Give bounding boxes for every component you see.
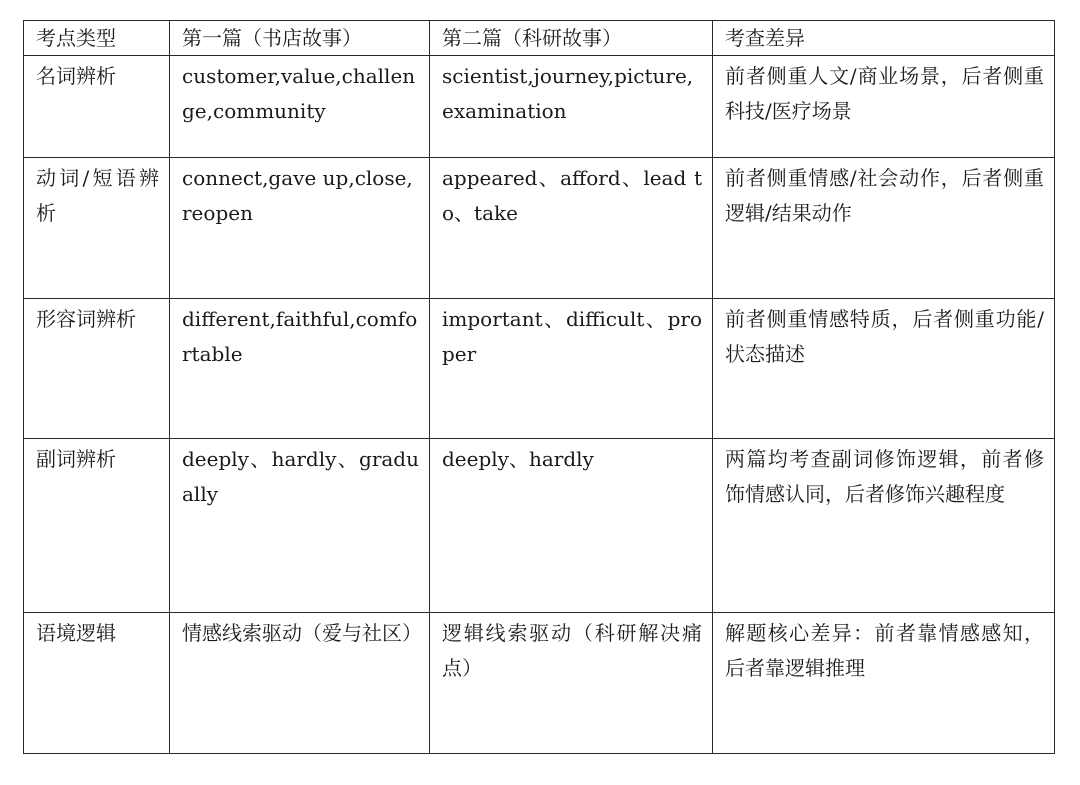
table-header-row: [24, 21, 1055, 56]
cell-passage-two: 逻辑线索驱动（科研解决痛点）: [430, 613, 713, 754]
cell-type: 动词/短语辨析: [24, 158, 170, 299]
header-passage-one: 第一篇（书店故事）: [170, 21, 430, 56]
cell-difference: 前者侧重情感特质，后者侧重功能/状态描述: [713, 299, 1055, 439]
header-difference: 考查差异: [713, 21, 1055, 56]
cell-difference: 解题核心差异：前者靠情感感知，后者靠逻辑推理: [713, 613, 1055, 754]
comparison-table-container: [23, 20, 1055, 754]
table-row: [24, 56, 1055, 158]
header-exam-point-type: 考点类型: [24, 21, 170, 56]
cell-passage-one: connect,gave up,close,reopen: [170, 158, 430, 299]
table-row: [24, 158, 1055, 299]
cell-passage-one: 情感线索驱动（爱与社区）: [170, 613, 430, 754]
header-passage-two: 第二篇（科研故事）: [430, 21, 713, 56]
cell-passage-one: deeply、hardly、gradually: [170, 439, 430, 613]
cell-type: 名词辨析: [24, 56, 170, 158]
cell-passage-two: important、difficult、proper: [430, 299, 713, 439]
cell-passage-one: different,faithful,comfortable: [170, 299, 430, 439]
cell-passage-one: customer,value,challenge,community: [170, 56, 430, 158]
cell-passage-two: appeared、afford、lead to、take: [430, 158, 713, 299]
table-row: [24, 439, 1055, 613]
cell-type: 形容词辨析: [24, 299, 170, 439]
cell-difference: 前者侧重情感/社会动作，后者侧重逻辑/结果动作: [713, 158, 1055, 299]
cell-type: 副词辨析: [24, 439, 170, 613]
table-row: [24, 613, 1055, 754]
cell-passage-two: deeply、hardly: [430, 439, 713, 613]
comparison-table: [23, 20, 1055, 754]
table-row: [24, 299, 1055, 439]
cell-passage-two: scientist,journey,picture,examination: [430, 56, 713, 158]
cell-difference: 两篇均考查副词修饰逻辑，前者修饰情感认同，后者修饰兴趣程度: [713, 439, 1055, 613]
cell-difference: 前者侧重人文/商业场景，后者侧重科技/医疗场景: [713, 56, 1055, 158]
cell-type: 语境逻辑: [24, 613, 170, 754]
